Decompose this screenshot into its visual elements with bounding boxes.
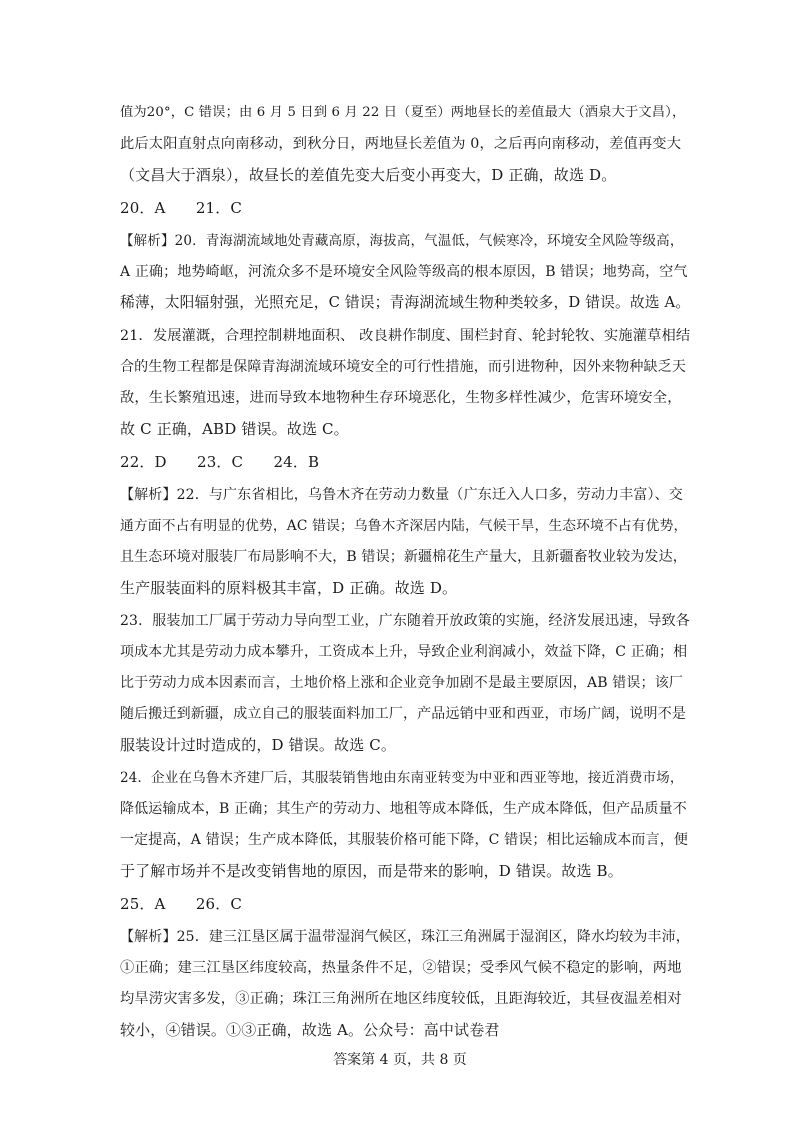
text-line: 降低运输成本，B 正确；其生产的劳动力、地租等成本降低，生产成本降低，但产品质量不	[120, 801, 687, 817]
answer-line: 22．D 23．C 24．B	[120, 453, 320, 471]
text-line: 24．企业在乌鲁木齐建厂后，其服装销售地由东南亚转变为中亚和西亚等地，接近消费市场，	[120, 770, 684, 786]
text-line: 于了解市场并不是改变销售地的原因，而是带来的影响，D 错误。故选 B。	[120, 862, 623, 880]
text-line: ①正确；建三江垦区纬度较高，热量条件不足，②错误；受季风气候不稳定的影响，两地	[120, 960, 682, 976]
text-line: 项成本尤其是劳动力成本攀升，工资成本上升，导致企业利润减小，效益下降，C 正确；相	[120, 644, 688, 660]
text-line: 21．发展灌溉，合理控制耕地面积、 改良耕作制度、围栏封育、轮封轮牧、实施灌草相结	[120, 328, 691, 344]
text-line: 较小，④错误。①③正确，故选 A。公众号：高中试卷君	[120, 1021, 500, 1039]
text-line: 生产服装面料的原料极其丰富，D 正确。故选 D。	[120, 579, 458, 597]
answer-line: 20．A 21．C	[120, 199, 242, 217]
text-line: 一定提高，A 错误；生产成本降低，其服装价格可能下降，C 错误；相比运输成本而言，便	[120, 832, 689, 848]
analysis-line: 【解析】25．建三江垦区属于温带湿润气候区，珠江三角洲属于湿润区，降水均较为丰沛，	[120, 929, 690, 945]
text-line: 稀薄，太阳辐射强，光照充足，C 错误；青海湖流域生物种类较多，D 错误。故选 A。	[120, 294, 691, 311]
text-line: 比于劳动力成本因素而言，土地价格上涨和企业竞争加剧不是最主要原因，AB 错误；该厂	[120, 675, 683, 691]
text-line: 通方面不占有明显的优势，AC 错误；乌鲁木齐深居内陆，气候干旱，生态环境不占有优势，	[120, 518, 688, 534]
text-line: 合的生物工程都是保障青海湖流域环境安全的可行性措施，而引进物种，因外来物种缺乏天	[120, 359, 686, 375]
text-line: 故 C 正确，ABD 错误。故选 C。	[120, 420, 349, 438]
page-footer: 答案第 4 页，共 8 页	[333, 1052, 467, 1068]
text-line: 敌，生长繁殖迅速，进而导致本地物种生存环境恶化，生物多样性减少，危害环境安全，	[120, 390, 682, 406]
text-line: 23．服装加工厂属于劳动力导向型工业，广东随着开放政策的实施，经济发展迅速，导致各	[120, 613, 690, 629]
text-line: 均旱涝灾害多发，③正确；珠江三角洲所在地区纬度较低，且距海较近，其昼夜温差相对	[120, 991, 682, 1007]
analysis-line: 【解析】20．青海湖流域地处青藏高原，海拔高，气温低，气候寒冷，环境安全风险等级高，	[120, 233, 684, 249]
text-line: A 正确；地势崎岖，河流众多不是环境安全风险等级高的根本原因，B 错误；地势高，空气	[120, 264, 688, 280]
text-line: 且生态环境对服装厂布局影响不大，B 错误；新疆棉花生产量大，且新疆畜牧业较为发达，	[120, 549, 687, 565]
answer-line: 25．A 26．C	[120, 895, 242, 913]
text-line: 随后搬迁到新疆，成立自己的服装面料加工厂，产品远销中亚和西亚，市场广阔，说明不是	[120, 706, 686, 722]
text-line: 值为20°，C 错误；由 6 月 5 日到 6 月 22 日（夏至）两地昼长的差值最大（酒泉大于文昌），	[120, 105, 686, 120]
text-line: （文昌大于酒泉），故昼长的差值先变大后变小再变大，D 正确，故选 D。	[120, 166, 617, 184]
text-line: 此后太阳直射点向南移动，到秋分日，两地昼长差值为 0，之后再向南移动，差值再变大	[120, 136, 682, 152]
analysis-line: 【解析】22．与广东省相比，乌鲁木齐在劳动力数量（广东迁入人口多，劳动力丰富）、交	[120, 487, 683, 503]
text-line: 服装设计过时造成的，D 错误。故选 C。	[120, 736, 397, 754]
